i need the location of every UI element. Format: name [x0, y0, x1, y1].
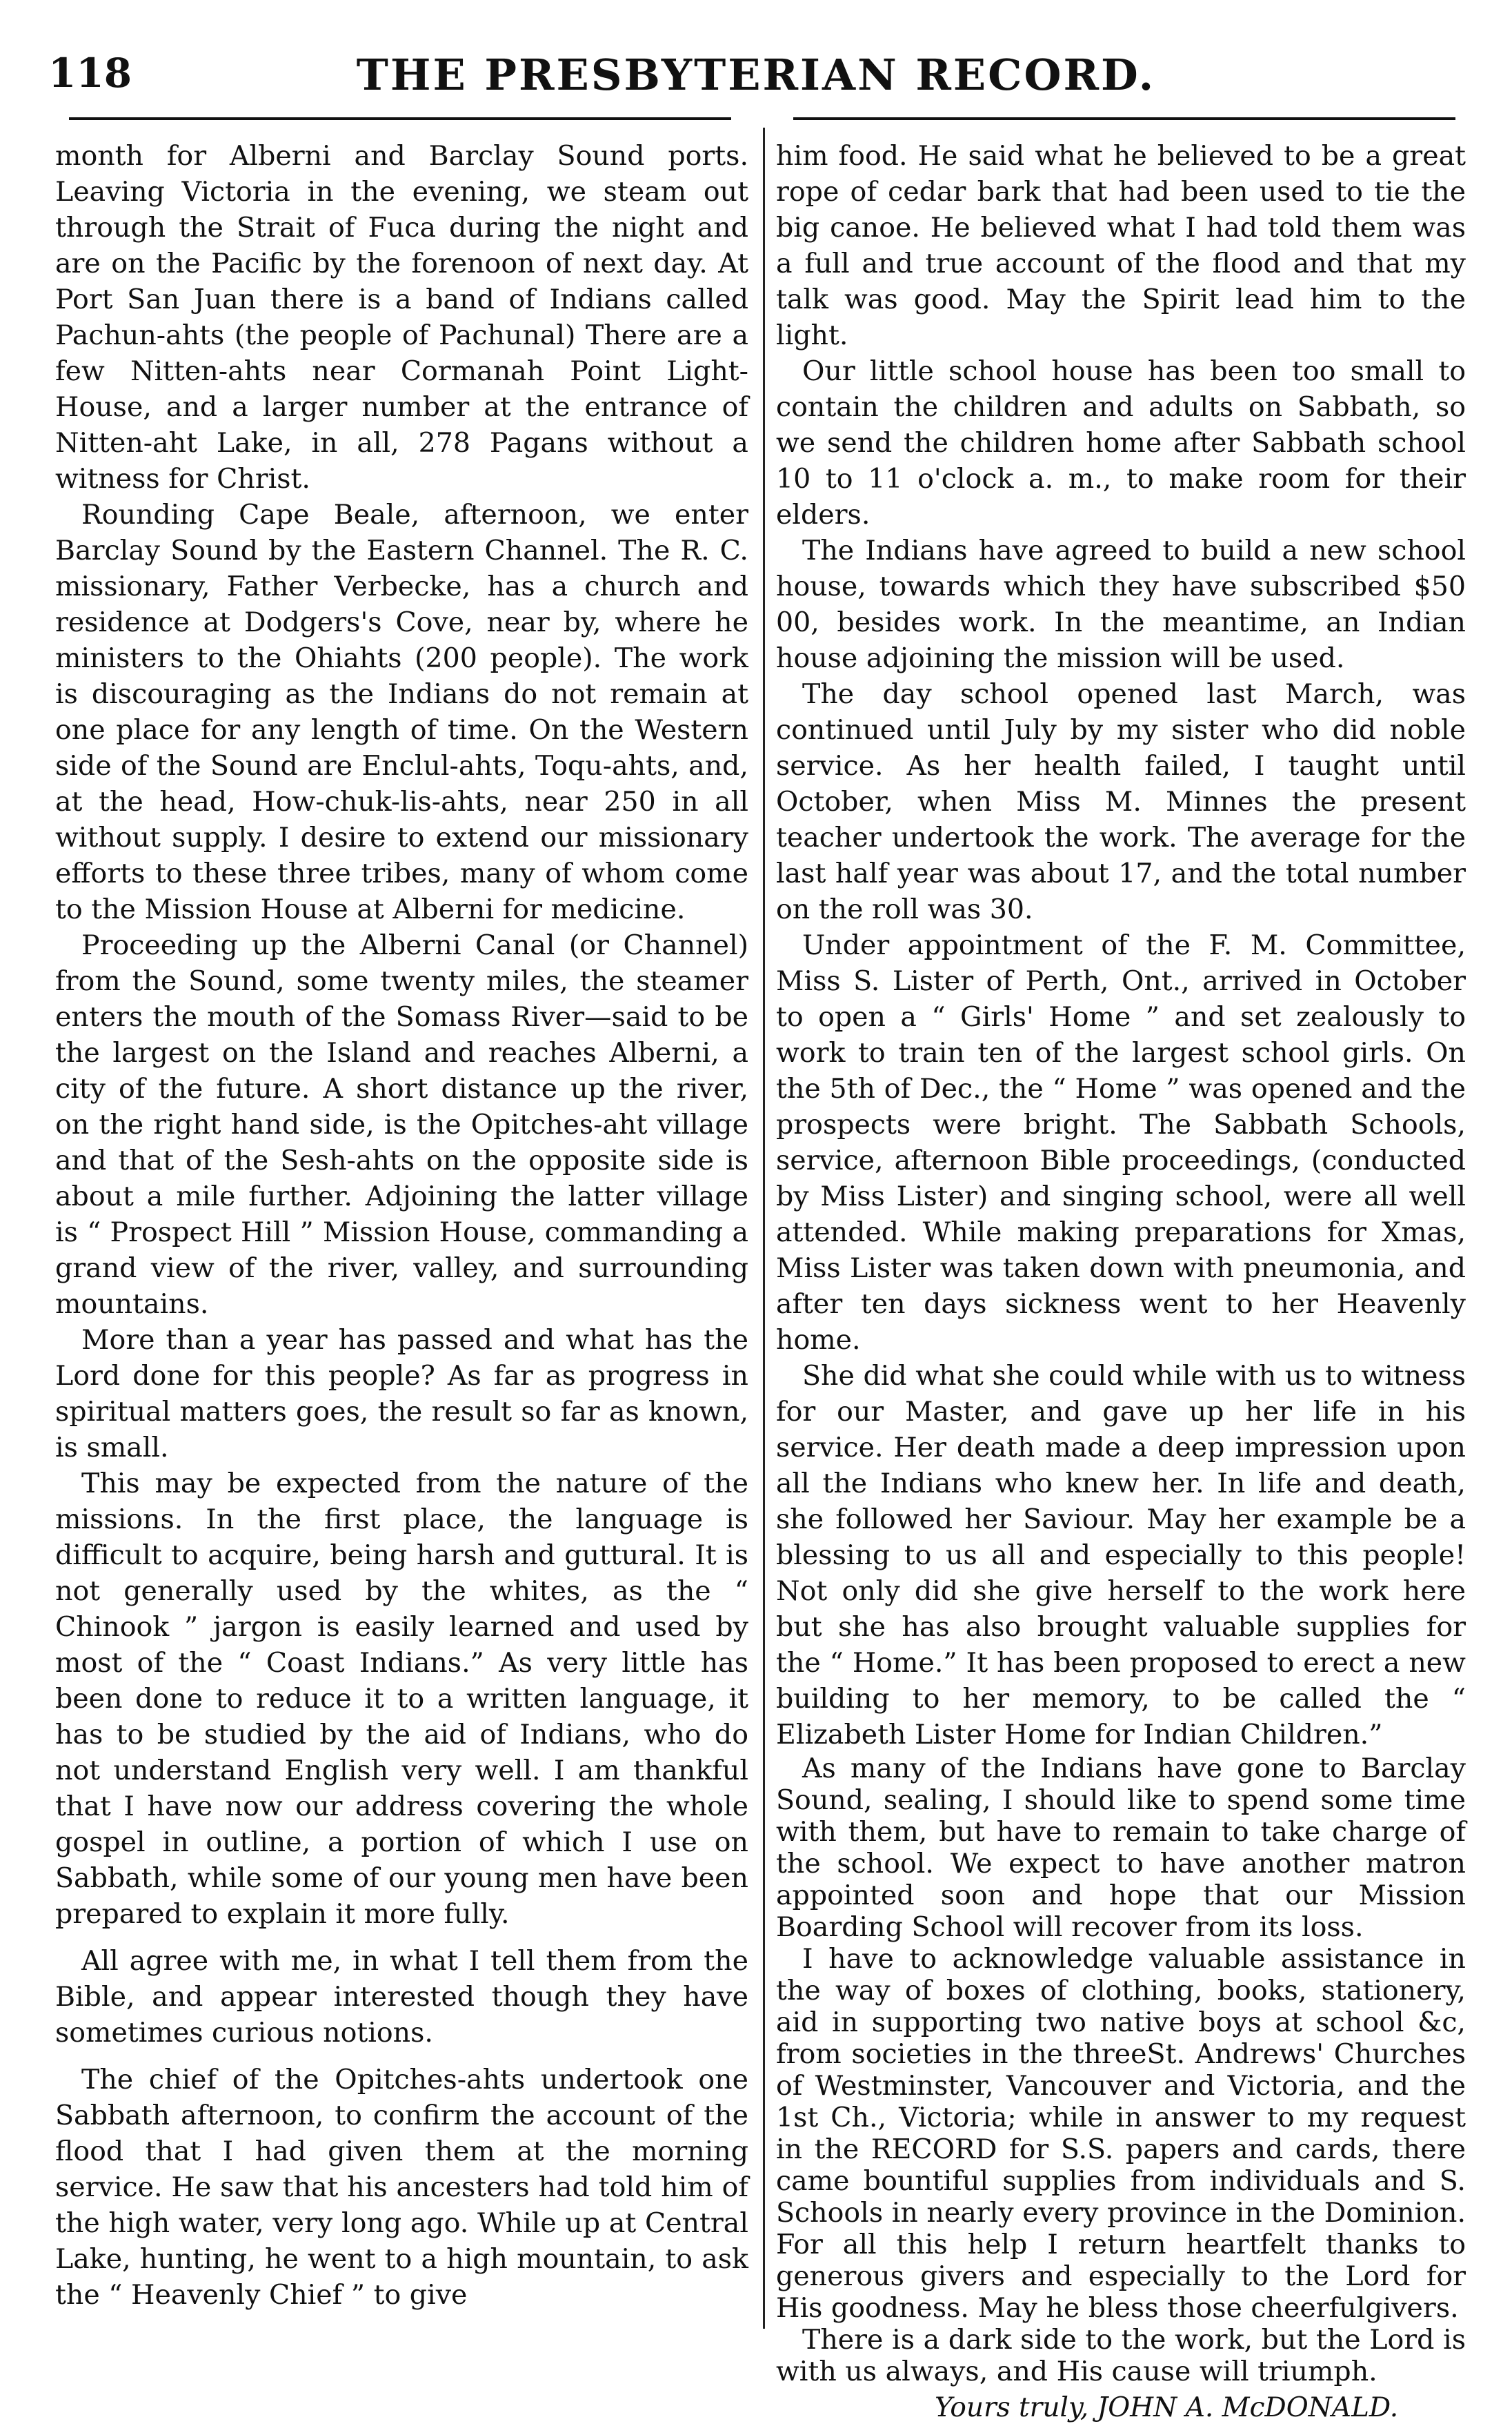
paragraph: Under appointment of the F. M. Committee, Miss S. Lister of Perth, Ont., arrived in October to open a “ Girls' Home ” and set zealously to work to train ten of the largest school girls. On the 5th of Dec., the “ Home ” was opened and the prospects were bright. The Sabbath Schools, service, afternoon Bible proceedings, (conducted by Miss Lister) and singing school, were all well attended. While making preparations for Xmas, Miss Lister was taken down with pneumonia, and after ten days sickness went to her Heavenly home.: [776, 929, 1466, 1356]
header-rule-left: [69, 117, 731, 120]
paragraph: The day school opened last March, was continued until July by my sister who did noble service. As her health failed, I taught until October, when Miss M. Minnes the present teacher undertook the work. The average for the last half year was about 17, and the total number on the roll was 30.: [776, 678, 1466, 925]
paragraph: As many of the Indians have gone to Barclay Sound, sealing, I should like to spend some time with them, but have to remain to take charge of the school. We expect to have another matron appointed soon and hope that our Mission Boarding School will recover from its loss.: [776, 1753, 1466, 1943]
paragraph: I have to acknowledge valuable assistance in the way of boxes of clothing, books, stationery, aid in supporting two native boys at school &c, from societies in the threeSt. Andrews' Churches of Westminster, Vancouver and Victoria, and the 1st Ch., Victoria; while in answer to my request in the RECORD for S.S. papers and cards, there came bountiful supplies from individuals and S. Schools in nearly every province in the Dominion. For all this help I return heartfelt thanks to generous givers and especially to the Lord for His goodness. May he bless those cheerfulgivers.: [776, 1943, 1466, 2324]
paragraph: This may be expected from the nature of the missions. In the first place, the language is difficult to acquire, being harsh and guttural. It is not generally used by the whites, as the “ Chinook ” jargon is easily learned and used by most of the “ Coast Indians.” As very little has been done to reduce it to a written language, it has to be studied by the aid of Indians, who do not understand English very well. I am thankful that I have now our address covering the whole gospel in outline, a portion of which I use on Sabbath, while some of our young men have been prepared to explain it more fully.: [55, 1468, 748, 1930]
paragraph: him food. He said what he believed to be a great rope of cedar bark that had been used to tie the big canoe. He believed what I had told them was a full and true account of the flood and that my talk was good. May the Spirit lead him to the light.: [776, 140, 1466, 351]
paragraph: More than a year has passed and what has the Lord done for this people? As far as progress in spiritual matters goes, the result so far as known, is small.: [55, 1324, 748, 1463]
header-rule-right: [793, 117, 1455, 120]
paragraph: All agree with me, in what I tell them from the Bible, and appear interested though they have sometimes curious notions.: [55, 1945, 748, 2049]
paragraph: She did what she could while with us to witness for our Master, and gave up her life in his service. Her death made a deep impression upon all the Indians who knew her. In life and death, she followed her Saviour. May her example be a blessing to us all and especially to this people! Not only did she give herself to the work here but she has also brought valuable supplies for the “ Home.” It has been proposed to erect a new building to her memory, to be called the “ Elizabeth Lister Home for Indian Children.”: [776, 1360, 1466, 1751]
paragraph: There is a dark side to the work, but the Lord is with us always, and His cause will triumph.: [776, 2324, 1466, 2387]
page-header: [48, 33, 1464, 109]
paragraph: month for Alberni and Barclay Sound ports. Leaving Victoria in the evening, we steam out through the Strait of Fuca during the night and are on the Pacific by the forenoon of next day. At Port San Juan there is a band of Indians called Pachun-ahts (the people of Pachunal) There are a few Nitten-ahts near Cormanah Point Light-House, and a larger number at the entrance of Nitten-aht Lake, in all, 278 Pagans without a witness for Christ.: [55, 140, 748, 495]
left-column: [55, 138, 748, 2340]
column-divider: [763, 128, 765, 2329]
paragraph: The chief of the Opitches-ahts undertook one Sabbath afternoon, to confirm the account of the flood that I had given them at the morning service. He saw that his ancesters had told him of the high water, very long ago. While up at Central Lake, hunting, he went to a high mountain, to ask the “ Heavenly Chief ” to give: [55, 2064, 748, 2311]
signature: Yours truly, JOHN A. McDONALD.: [935, 2392, 1399, 2423]
right-column: [776, 138, 1466, 2423]
paragraph: Proceeding up the Alberni Canal (or Channel) from the Sound, some twenty miles, the steamer enters the mouth of the Somass River—said to be the largest on the Island and reaches Alberni, a city of the future. A short distance up the river, on the right hand side, is the Opitches-aht village and that of the Sesh-ahts on the opposite side is about a mile further. Adjoining the latter village is “ Prospect Hill ” Mission House, commanding a grand view of the river, valley, and surrounding mountains.: [55, 929, 748, 1320]
paragraph: Rounding Cape Beale, afternoon, we enter Barclay Sound by the Eastern Channel. The R. C. missionary, Father Verbecke, has a church and residence at Dodgers's Cove, near by, where he ministers to the Ohiahts (200 people). The work is discouraging as the Indians do not remain at one place for any length of time. On the Western side of the Sound are Enclul-ahts, Toqu-ahts, and, at the head, How-chuk-lis-ahts, near 250 in all without supply. I desire to extend our missionary efforts to these three tribes, many of whom come to the Mission House at Alberni for medicine.: [55, 499, 748, 925]
publication-title: THE PRESBYTERIAN RECORD.: [356, 50, 1156, 100]
page-number: 118: [48, 50, 132, 97]
paragraph: Our little school house has been too small to contain the children and adults on Sabbath, so we send the children home after Sabbath school 10 to 11 o'clock a. m., to make room for their elders.: [776, 355, 1466, 531]
paragraph: The Indians have agreed to build a new school house, towards which they have subscribed $50 00, besides work. In the meantime, an Indian house adjoining the mission will be used.: [776, 535, 1466, 674]
